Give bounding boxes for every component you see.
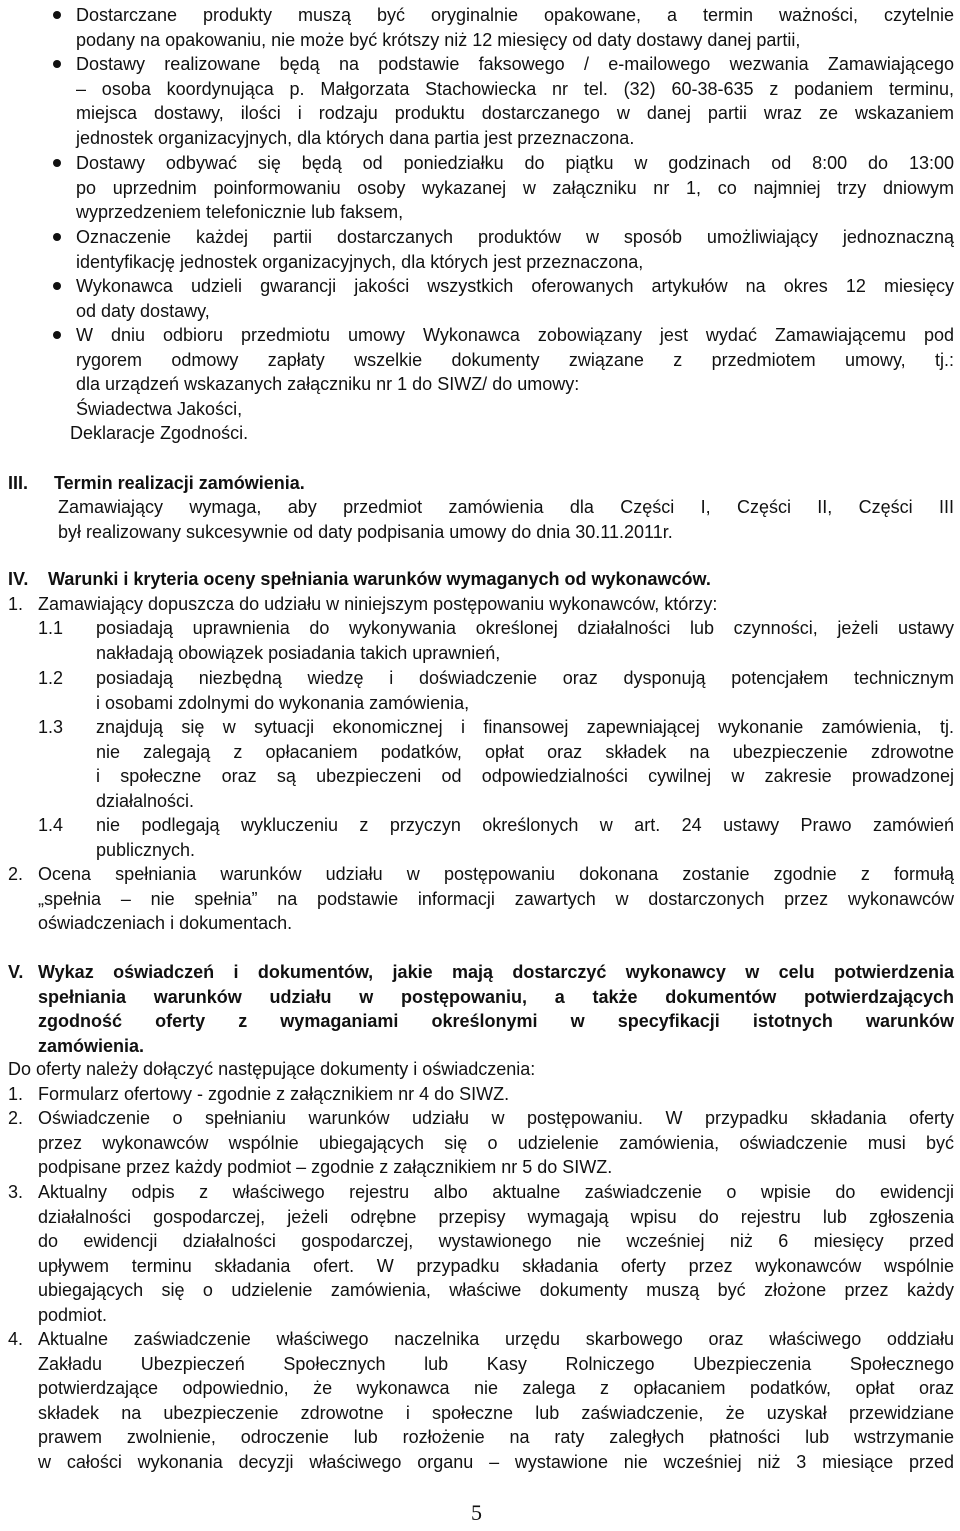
bullet-text-line: rygorem odmowy zapłaty wszelkie dokumenty związane z przedmiotem umowy, tj.: — [76, 349, 954, 370]
list-item-text: upływem terminu składania ofert. W przypadku składania oferty przez wykonawców wspólnie — [38, 1255, 954, 1276]
section-title-line: zamówienia. — [38, 1035, 145, 1056]
bullet-text-line: od daty dostawy, — [76, 300, 210, 321]
bullet-text-line: miejsca dostawy, ilości i rodzaju produktu dostarczanego w danej partii wraz ze wskazaniem — [76, 103, 954, 124]
list-item-text: podpisane przez każdy podmiot – zgodnie z załącznikiem nr 5 do SIWZ. — [38, 1157, 613, 1178]
bullet-text-line: Deklaracje Zgodności. — [70, 423, 249, 444]
section-title-line: spełniania warunków udziału w postępowaniu, a także dokumentów potwierdzających — [38, 986, 954, 1007]
bullet-text-line: Świadectwa Jakości, — [76, 398, 243, 419]
bullet-text-line: podany na opakowaniu, nie może być krótszy niż 12 miesięcy od daty dostawy danej partii, — [76, 29, 801, 50]
list-item-text: do ewidencji działalności gospodarczej, wystawionego nie wcześniej niż 6 miesięcy przed — [38, 1231, 954, 1252]
paragraph-line: Zamawiający wymaga, aby przedmiot zamówienia dla Części I, Części II, Części III — [58, 497, 954, 517]
list-item-text: Zakładu Ubezpieczeń Społecznych lub Kasy Rolniczego Ubezpieczenia Społecznego — [38, 1353, 954, 1374]
subitem-text-line: znajdują się w sytuacji ekonomicznej i finansowej zapewniającej wykonanie zamówienia, tj. — [96, 717, 954, 737]
bullet-text-line: po uprzednim poinformowaniu osoby wykazanej w załączniku nr 1, co najmniej trzy dniowym — [76, 177, 954, 198]
list-item-text: ubiegających się o udzielenie zamówienia, właściwe dokumenty muszą być złożone przez każdy — [38, 1280, 954, 1301]
bullet-text-line: Dostawy realizowane będą na podstawie faksowego / e-mailowego wezwania Zamawiającego — [76, 54, 954, 74]
subitem-text-line: publicznych. — [96, 839, 196, 860]
list-item-text: Ocena spełniania warunków udziału w postępowaniu dokonana zostanie zgodnie z formułą — [38, 864, 954, 884]
list-item-text: działalności gospodarczej, jeżeli odrębne przepisy wymagają wpisu do rejestru lub zgłoszenia — [38, 1206, 954, 1227]
subitem-number: 1.1 — [38, 618, 64, 638]
section-numeral: IV. — [8, 569, 29, 589]
bullet-text-line: Dostawy odbywać się będą od poniedziałku do piątku w godzinach od 8:00 do 13:00 — [76, 153, 954, 173]
subitem-text-line: nakładają obowiązek posiadania takich uprawnień, — [96, 642, 501, 663]
bullet-icon — [53, 159, 61, 167]
subitem-number: 1.4 — [38, 815, 64, 835]
subitem-text-line: posiadają niezbędną wiedzę i doświadczenie oraz dysponują potencjałem technicznym — [96, 668, 954, 688]
item-number: 2. — [8, 1108, 24, 1128]
list-item-text: Formularz ofertowy - zgodnie z załącznikiem nr 4 do SIWZ. — [38, 1084, 510, 1104]
subitem-number: 1.2 — [38, 668, 64, 688]
item-number: 2. — [8, 864, 24, 884]
list-item-text: Aktualny odpis z właściwego rejestru albo aktualne zaświadczenie o wpisie do ewidencji — [38, 1182, 954, 1202]
subitem-text-line: posiadają uprawnienia do wykonywania określonej działalności lub czynności, jeżeli ustawy — [96, 618, 954, 638]
list-item-text: prawem zwolnienie, odroczenie lub rozłożenie na raty zaległych płatności lub wstrzymanie — [38, 1427, 954, 1448]
subitem-number: 1.3 — [38, 717, 64, 737]
section-numeral: III. — [8, 473, 29, 493]
bullet-text-line: jednostek organizacyjnych, dla których dana partia jest przeznaczona. — [76, 127, 635, 148]
subitem-text-line: nie podlegają wykluczeniu z przyczyn określonych w art. 24 ustawy Prawo zamówień — [96, 815, 954, 835]
bullet-icon — [53, 331, 61, 339]
item-number: 1. — [8, 594, 24, 614]
list-item-text: Zamawiający dopuszcza do udziału w niniejszym postępowaniu wykonawców, którzy: — [38, 594, 718, 614]
item-number: 3. — [8, 1182, 24, 1202]
section-title-line: zgodność oferty z wymaganiami określonymi w specyfikacji istotnych warunków — [38, 1011, 954, 1032]
bullet-text-line: W dniu odbioru przedmiotu umowy Wykonawca zobowiązany jest wydać Zamawiającemu pod — [76, 325, 954, 345]
bullet-text-line: Oznaczenie każdej partii dostarczanych produktów w sposób umożliwiający jednoznaczną — [76, 227, 954, 247]
list-item-text: oświadczeniach i dokumentach. — [38, 913, 293, 934]
list-item-text: Aktualne zaświadczenie właściwego naczelnika urzędu skarbowego oraz właściwego oddziału — [38, 1329, 954, 1349]
section-title-line: Wykaz oświadczeń i dokumentów, jakie mają dostarczyć wykonawcy w celu potwierdzenia — [38, 962, 954, 982]
list-item-text: potwierdzające odpowiednio, że wykonawca nie zalega z opłacaniem podatków, opłat oraz — [38, 1378, 954, 1399]
bullet-text-line: dla urządzeń wskazanych załączniku nr 1 do SIWZ/ do umowy: — [76, 374, 580, 395]
list-item-text: Oświadczenie o spełnianiu warunków udziału w postępowaniu. W przypadku składania oferty — [38, 1108, 954, 1128]
section-title: Termin realizacji zamówienia. — [54, 473, 305, 493]
bullet-text-line: Wykonawca udzieli gwarancji jakości wszystkich oferowanych artykułów na okres 12 miesięcy — [76, 276, 954, 296]
bullet-text-line: – osoba koordynująca p. Małgorzata Stachowiecka nr tel. (32) 60-38-635 z podaniem terminu, — [76, 78, 954, 99]
bullet-text-line: identyfikację jednostek organizacyjnych, dla których jest przeznaczona, — [76, 251, 644, 272]
page-number: 5 — [471, 1500, 482, 1525]
list-item-text: w całości wykonania decyzji właściwego organu – wystawione nie wcześniej niż 3 miesiące przed — [38, 1452, 954, 1472]
section-title: Warunki i kryteria oceny spełniania warunków wymaganych od wykonawców. — [48, 569, 711, 589]
list-item-text: podmiot. — [38, 1305, 108, 1325]
list-item-text: przez wykonawców wspólnie ubiegających się o udzielenie zamówienia, oświadczenie musi być — [38, 1132, 954, 1153]
subitem-text-line: działalności. — [96, 790, 195, 811]
bullet-text-line: wyprzedzeniem telefonicznie lub faksem, — [76, 202, 404, 223]
bullet-icon — [53, 282, 61, 290]
bullet-icon — [53, 11, 61, 19]
subitem-text-line: i społeczne oraz są ubezpieczeni od odpowiedzialności cywilnej w zakresie prowadzonej — [96, 766, 954, 787]
paragraph-line: był realizowany sukcesywnie od daty podpisania umowy do dnia 30.11.2011r. — [58, 522, 673, 542]
list-item-text: składek na ubezpieczenie zdrowotne i społeczne lub zaświadczenie, że uzyskał przewidziane — [38, 1402, 954, 1423]
bullet-text-line: Dostarczane produkty muszą być oryginalnie opakowane, a termin ważności, czytelnie — [76, 5, 954, 25]
bullet-icon — [53, 60, 61, 68]
paragraph-line: Do oferty należy dołączyć następujące dokumenty i oświadczenia: — [8, 1059, 536, 1079]
section-numeral: V. — [8, 962, 24, 982]
item-number: 1. — [8, 1084, 24, 1104]
list-item-text: „spełnia – nie spełnia” na podstawie informacji zawartych w dostarczonych przez wykonawców — [38, 888, 954, 909]
subitem-text-line: i osobami zdolnymi do wykonania zamówienia, — [96, 692, 470, 713]
item-number: 4. — [8, 1329, 24, 1349]
bullet-icon — [53, 233, 61, 241]
subitem-text-line: nie zalegają z opłacaniem podatków, opłat oraz składek na ubezpieczenie zdrowotne — [96, 741, 954, 762]
